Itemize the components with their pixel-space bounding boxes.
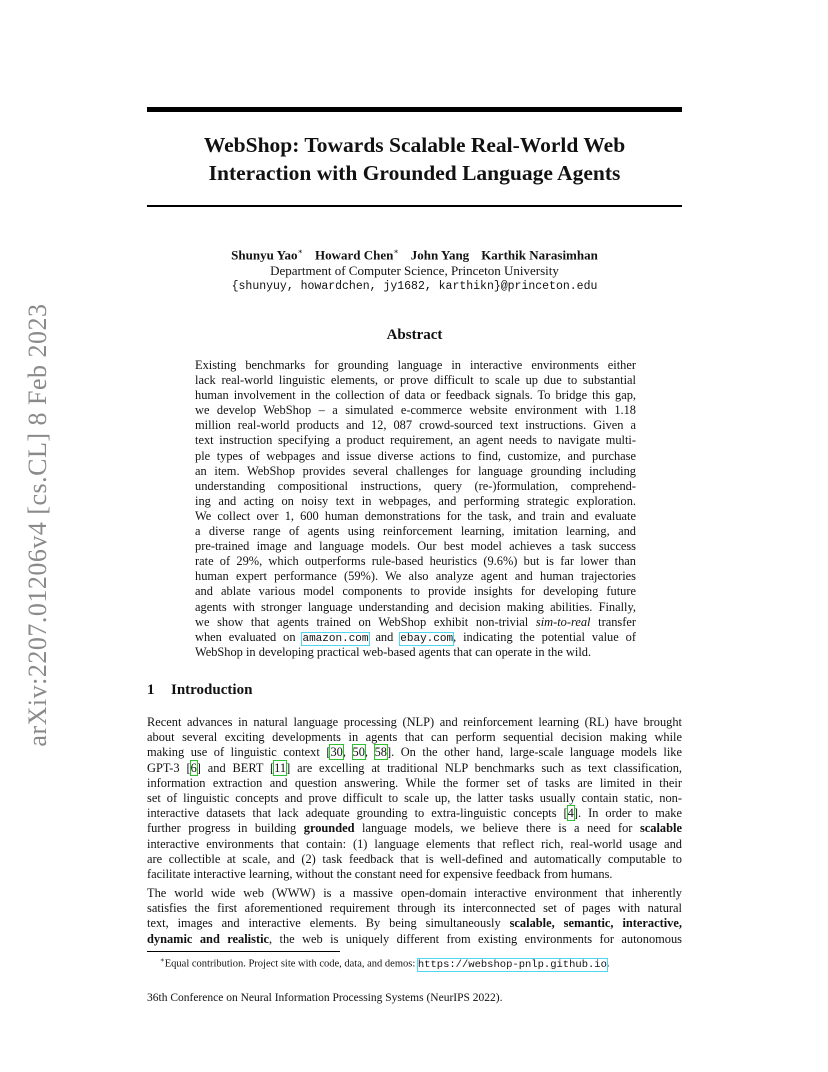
abstract-text: and (375, 629, 394, 644)
body-line (147, 806, 682, 821)
section-title: Introduction (171, 682, 253, 698)
grounded-emphasis: grounded (303, 821, 355, 836)
abstract-line: understanding compositional instructions, query (re-)formulation, comprehend- (195, 478, 636, 493)
title-line-1: WebShop: Towards Scalable Real-World Web (203, 133, 626, 157)
amazon-link[interactable]: amazon.com (302, 632, 369, 645)
footnote-rule (147, 951, 340, 952)
citation-link[interactable]: 11 (274, 760, 287, 775)
footnote-mark: ∗ (160, 956, 165, 964)
citation-link[interactable]: 4 (567, 806, 574, 821)
title-top-rule (147, 107, 682, 112)
abstract-heading: Abstract (386, 327, 443, 343)
body-text: interactive datasets that lack adequate grounding to extra-linguistic concepts [ (147, 806, 568, 821)
abstract-line: text instruction specifying a product requirement, an agent needs to navigate multi- (195, 433, 636, 448)
web-properties-emphasis: dynamic and realistic (147, 931, 270, 946)
body-text: , the web is uniquely different from existing environments for autonomous (269, 931, 682, 946)
abstract-line: an item. WebShop provides several challenges for language grounding including (195, 463, 636, 478)
abstract-line: ple types of webpages and issue diverse actions to find, customize, and purchase (195, 448, 636, 463)
body-line (147, 761, 682, 776)
intro-paragraph-2 (147, 886, 682, 947)
body-text: further progress in building (147, 821, 297, 836)
project-site-link[interactable]: https://webshop-pnlp.github.io (417, 958, 607, 971)
abstract-line: we develop WebShop – a simulated e-commerce website environment with 1.18 (195, 403, 636, 418)
citation-link[interactable]: 50 (352, 745, 365, 760)
web-properties-emphasis: scalable, semantic, interactive, (509, 916, 682, 931)
abstract-text: transfer (598, 614, 636, 629)
section-heading-introduction (147, 682, 252, 699)
abstract-line: and ablate various model components to provide insights for developing future (195, 584, 636, 599)
body-line (147, 916, 682, 931)
body-text: ]. On the other hand, large-scale language models like (386, 745, 683, 760)
abstract-line: ing and acting on noisy text in webpages, and performing strategic exploration. (195, 493, 636, 508)
section-number: 1 (147, 682, 155, 698)
body-text: ]. In order to make (573, 806, 682, 821)
body-line: The world wide web (WWW) is a massive open-domain interactive environment that inherently (147, 886, 682, 900)
body-text: language models, we believe there is a need for (362, 821, 633, 836)
scalable-emphasis: scalable (639, 821, 682, 836)
abstract-line: We collect over 1, 600 human demonstrations for the task, and train and evaluate (195, 508, 636, 523)
author-name: Shunyu Yao (231, 247, 298, 263)
intro-paragraph-1 (147, 715, 682, 882)
title-line-2: Interaction with Grounded Language Agents (208, 161, 621, 185)
body-line (147, 821, 682, 836)
abstract-line (195, 615, 636, 630)
arxiv-stamp-text: arXiv:2207.01206v4 [cs.CL] 8 Feb 2023 (23, 303, 52, 747)
body-line: interactive environments that contain: (1) language elements that reflect rich, real-world usage and (147, 836, 682, 851)
conference-note: 36th Conference on Neural Information Processing Systems (NeurIPS 2022). (147, 992, 503, 1004)
body-line: about several exciting developments in agents that can perform sequential decision making while (147, 730, 682, 745)
footnote-text: . (606, 958, 610, 970)
body-text: ] and BERT [ (196, 760, 275, 775)
body-text: making use of linguistic context [ (147, 745, 331, 760)
abstract-line: pre-trained image and language models. Our best model achieves a task success (195, 539, 636, 554)
body-line: set of linguistic concepts and prove difficult to scale up, the latter tasks usually contain static, non- (147, 790, 682, 805)
equal-contribution-mark: ∗ (393, 247, 399, 256)
title-bottom-rule (147, 205, 682, 207)
author-emails: {shunyuy, howardchen, jy1682, karthikn}@princeton.edu (231, 280, 598, 294)
body-line (147, 932, 682, 947)
abstract-line: human involvement in the collection of data or feedback signals. To bridge this gap, (195, 388, 636, 403)
abstract-line: human expert performance (59%). We also analyze agent and human trajectories (195, 569, 636, 584)
author-names (147, 243, 682, 263)
author-name: Karthik Narasimhan (481, 247, 598, 263)
author-name: John Yang (410, 247, 470, 263)
body-text: text, images and interactive elements. By being simultaneously (147, 916, 501, 931)
footnote-text: Equal contribution. Project site with code, data, and demos: (164, 958, 416, 970)
arxiv-identifier-stamp (14, 295, 62, 755)
abstract-line: rate of 29%, which outperforms rule-based heuristics (9.6%) but is far lower than (195, 554, 636, 569)
body-line: Recent advances in natural language processing (NLP) and reinforcement learning (RL) have brought (147, 715, 682, 729)
equal-contribution-mark: ∗ (297, 247, 303, 256)
citation-link[interactable]: 6 (190, 760, 197, 775)
ebay-link[interactable]: ebay.com (400, 632, 454, 645)
abstract-line (195, 630, 636, 645)
abstract-text: when evaluated on (195, 629, 296, 644)
citation-link[interactable]: 30 (330, 745, 343, 760)
footnote (160, 954, 610, 972)
body-line: information extraction and question answering. While the former set of tasks are limited in their (147, 775, 682, 790)
body-text: GPT-3 [ (147, 760, 191, 775)
paper-title (147, 131, 682, 187)
author-block (147, 243, 682, 295)
body-line: making use of linguistic context [30, 50, 58]. On the other hand, large-scale language models like (147, 745, 683, 760)
abstract-line: Existing benchmarks for grounding language in interactive environments either (195, 358, 636, 372)
body-text: ] are excelling at traditional NLP benchmarks such as text classification, (286, 760, 683, 775)
body-line: facilitate interactive learning, without the constant need for expensive feedback from humans. (147, 866, 613, 881)
abstract-line: agents with stronger language understanding and decision making abilities. Finally, (195, 599, 636, 614)
author-affiliation: Department of Computer Science, Princeton University (270, 263, 559, 279)
body-line: are collectible at scale, and (2) task feedback that is well-defined and automatically computable to (147, 851, 682, 866)
abstract-line: million real-world products and 12, 087 crowd-sourced text instructions. Given a (195, 418, 636, 433)
abstract-line: a diverse range of agents using reinforcement learning, imitation learning, and (195, 524, 636, 539)
citation-link[interactable]: 58 (374, 745, 387, 760)
abstract-body (195, 358, 636, 660)
author-name: Howard Chen (314, 247, 394, 263)
abstract-line: WebShop in developing practical web-based agents that can operate in the wild. (195, 644, 592, 659)
sim-to-real-emphasis: sim-to-real (535, 614, 591, 629)
body-line: satisfies the first aforementioned requirement through its interconnected set of pages with natural (147, 901, 682, 916)
abstract-text: we show that agents trained on WebShop exhibit non-trivial (195, 614, 529, 629)
abstract-text: , indicating the potential value of (453, 629, 636, 644)
abstract-line: lack real-world linguistic elements, or prove difficult to scale up due to substantial (195, 373, 636, 388)
